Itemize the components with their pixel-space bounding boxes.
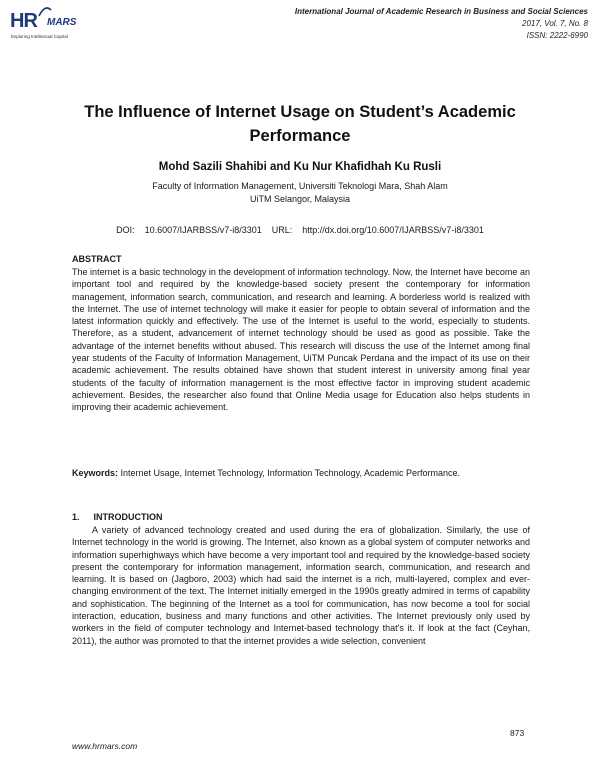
keywords-paragraph [72, 467, 530, 479]
footer-url[interactable]: www.hrmars.com [72, 741, 138, 751]
affiliation-line-2: UiTM Selangor, Malaysia [249, 194, 351, 204]
logo-tagline: Exploring Intellectual Capital [11, 34, 68, 39]
section-number: 1. [72, 512, 80, 522]
doi-line: DOI: 10.6007/IJARBSS/v7-i8/3301 URL: http://dx.doi.org/10.6007/IJARBSS/v7-i8/3301 [116, 225, 484, 235]
hrmars-logo [10, 10, 120, 48]
abstract-heading: ABSTRACT [72, 254, 122, 264]
affiliation-line-1: Faculty of Information Management, Universiti Teknologi Mara, Shah Alam [152, 181, 448, 191]
introduction-text: A variety of advanced technology created and used during the era of globalization. Similarly, the use of Internet technology in the world is growing. The Internet, also known as a global system of computer networks and information superhighways which have become a very important tool and required by the knowledge-based society present the contemporary for information management, information search, communication, and research and learning. It is based on (Jagboro, 2003) which had said the internet is a rich, multi-layered, complex and ever-changing environment of the text. The Internet initially emerged in the 1990s greatly admired in terms of capability and sophistication. The beginning of the Internet as a tool for communication, has now become a tool for social interaction, education, business and many functions and other activities. The Internet previously only used by workers in the field of computer technology and Internet-based technology that's it. If look at the fact (Ceyhan, 2011), the author was promoted to that the internet provides a wide selection, convenient [72, 525, 530, 646]
journal-volume: 2017, Vol. 7, No. 8 [522, 19, 588, 28]
journal-name: International Journal of Academic Research in Business and Social Sciences [294, 7, 588, 16]
keywords-label: Keywords: [72, 468, 119, 478]
section-title: INTRODUCTION [93, 512, 163, 522]
abstract-text: The internet is a basic technology in the development of information technology. Now, the Internet have become an important tool and required by the knowledge-based society present the contemporary for information management, information search, communication, and research and learning. A borderless world is realized with the Internet. The use of internet technology will make it easier for people to obtain several of information and the latest information quickly and effectively. The use of the Internet is useful to the world, especially to students. Therefore, as a student, advancement of internet technology should be used as good as possible. Take the advantage of the internet benefits without abused. This research will discuss the use of the Internet among final year students of the Faculty of Information Management, UiTM Puncak Perdana and the impact of its use on their academic achievement. The results obtained have shown that student interest in university among final year students of the faculty of information management is the most effective factor in improving student academic achievement. Besides, the researcher also found that Online Media usage for Education also helps students in improving their academic achievement. [72, 267, 530, 413]
logo-mars-text: MARS [47, 17, 77, 28]
journal-issn: ISSN: 2222-6990 [526, 31, 588, 40]
paper-title: The Influence of Internet Usage on Student’s Academic Performance [84, 103, 516, 145]
paper-authors: Mohd Sazili Shahibi and Ku Nur Khafidhah Ku Rusli [158, 161, 442, 173]
logo-hr-text: HR [10, 10, 37, 32]
keywords-list: Internet Usage, Internet Technology, Information Technology, Academic Performance. [118, 468, 461, 478]
journal-header [295, 6, 588, 42]
page-number: 873 [510, 728, 525, 738]
introduction-heading [72, 512, 163, 522]
paper-affiliation [40, 180, 560, 206]
